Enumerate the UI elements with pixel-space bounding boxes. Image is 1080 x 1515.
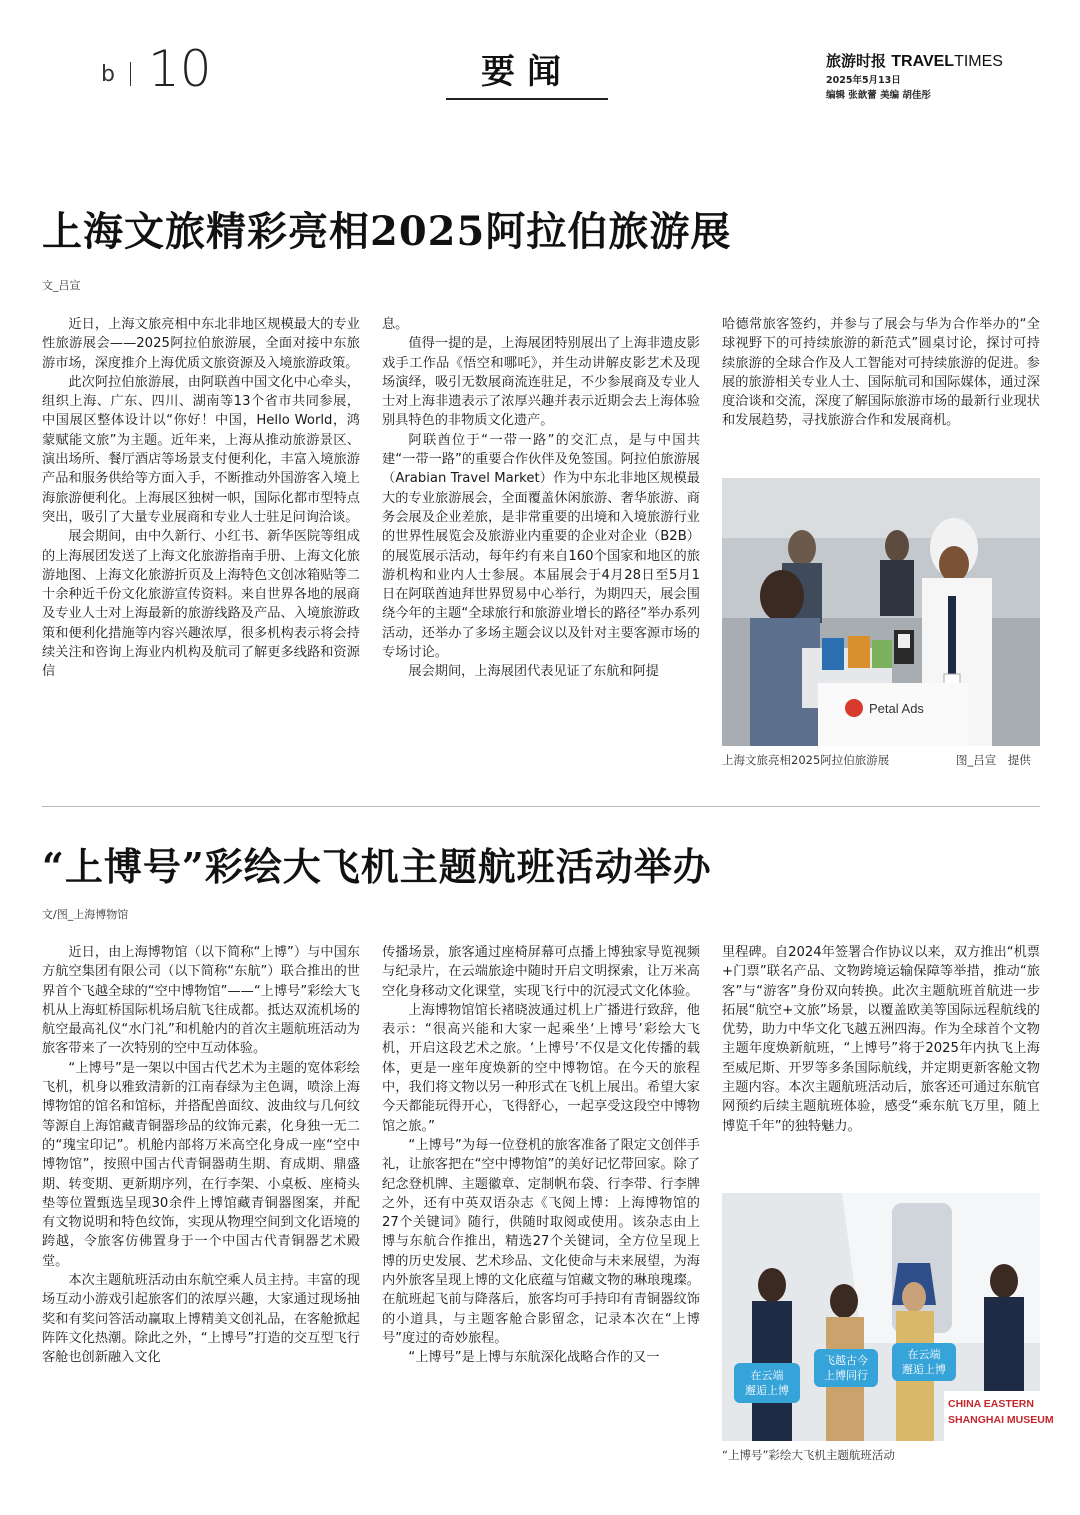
- article2-paragraph: 本次主题航班活动由东航空乘人员主持。丰富的现场互动小游戏引起旅客们的浓厚兴趣，大家通过现场抽奖和有奖问答活动赢取上博精美文创礼品，在客舱掀起阵阵文化热潮。除此之外，“上博号”打造的交互型飞行客舱也创新融入文化: [42, 1273, 360, 1366]
- article2-paragraph-continued: 传播场景，旅客通过座椅屏幕可点播上博独家导览视频与纪录片，在云端旅途中随时开启文明探索，让万米高空化身移动文化课堂，实现飞行中的沉浸式文化体验。: [382, 945, 700, 999]
- article1-paragraph: 阿联酋位于“一带一路”的交汇点，是与中国共建“一带一路”的重要合作伙伴及免签国。阿拉伯旅游展（Arabian Travel Market）作为中东北非地区规模最大的专业旅游展会，全面覆盖休闲旅游、奢华旅游、商务会展及企业差旅，是非常重要的出境和入境旅游行业的世界性展览会及旅游业内重要的企业对企业（B2B）的展览展示活动，每年约有来自160个国家和地区的旅游机构和业内人士参展。本届展会于4月28日至5月1日在阿联酋迪拜世界贸易中心举行，为期四天，展会围绕今年的主题“全球旅行和旅游业增长的路径”举办系列活动，还举办了多场主题会议以及针对主要客源市场的专场讨论。: [382, 432, 700, 661]
- article2-paragraph: “上博号”是上博与东航深化战略合作的又一: [408, 1350, 660, 1366]
- article1-headline: 上海文旅精彩亮相2025阿拉伯旅游展: [42, 208, 732, 255]
- article1-column-1: [42, 315, 360, 682]
- section-underline: [446, 98, 608, 100]
- article1-paragraph: 此次阿拉伯旅游展，由阿联酋中国文化中心牵头，组织上海、广东、四川、湖南等13个省市共同参展，中国展区整体设计以“你好！中国，Hello World，鸿蒙赋能文旅”为主题。近年来，上海从推动旅游景区、演出场所、餐厅酒店等场景支付便利化，丰富入境旅游产品和服务供给等方面入手，不断推动外国游客入境上海旅游便利化。上海展区独树一帜，国际化都市型特点突出，吸引了大量专业展商和专业人士驻足问询洽谈。: [42, 374, 360, 525]
- article1-column-3: [722, 315, 1040, 431]
- masthead-en-bold: TRAVEL: [891, 53, 955, 70]
- article2-column-2: [382, 943, 700, 1368]
- article2-column-3: [722, 943, 1040, 1136]
- article-divider: [42, 806, 1040, 807]
- page-number-divider: [130, 62, 131, 86]
- prop-sign-text: 邂逅上博: [745, 1384, 789, 1397]
- article2-paragraph: 上海博物馆馆长褚晓波通过机上广播进行致辞，他表示：“很高兴能和大家一起乘坐‘上博号’彩绘大飞机，开启这段艺术之旅。‘上博号’不仅是文化传播的载体，更是一座年度焕新的空中博物馆。在今天的旅程中，我们将文物以另一种形式在飞机上展出。希望大家今天都能玩得开心，飞得舒心，一起享受这段空中博物馆之旅。”: [382, 1002, 700, 1134]
- article1-photo-caption: 上海文旅亮相2025阿拉伯旅游展: [722, 753, 890, 767]
- article1-paragraph: 展会期间，由中久新行、小红书、新华医院等组成的上海展团发送了上海文化旅游指南手册、上海文化旅游地图、上海文化旅游折页及上海特色文创冰箱贴等二十余种近千份文化旅游宣传资料。来自世界各地的展商及专业人士对上海最新的旅游线路及产品、入境旅游政策和便利化措施等内容兴趣浓厚，很多机构表示将会持续关注和咨询上海业内机构及航司了解更多线路和资源信: [42, 529, 360, 680]
- prop-sign-text: 飞越古今: [824, 1354, 868, 1367]
- article1-photo: [722, 478, 1040, 746]
- article2-column-1: [42, 943, 360, 1368]
- article1-photo-credit: 图_吕宣 提供: [956, 753, 1031, 767]
- article2-paragraph: “上博号”为每一位登机的旅客准备了限定文创伴手礼，让旅客把在“空中博物馆”的美好记忆带回家。除了纪念登机牌、主题徽章、定制帆布袋、行李带、行李牌之外，还有中英双语杂志《飞阅上博：上海博物馆的27个关键词》随行，供随时取阅或使用。该杂志由上博与东航合作推出，精选27个关键词，全方位呈现上博的历史发展、艺术珍品、文化使命与未来展望，为海内外旅客呈现上博的文化底蕴与馆藏文物的琳琅瑰璨。在航班起飞前与降落后，旅客均可手持印有青铜器纹饰的小道具，与主题客舱合影留念，记录本次在“上博号”度过的奇妙旅程。: [382, 1137, 700, 1346]
- article1-paragraph: 展会期间，上海展团代表见证了东航和阿提: [408, 664, 659, 680]
- article2-photo-caption: “上博号”彩绘大飞机主题航班活动: [722, 1448, 895, 1462]
- prop-sign-text: 上博同行: [824, 1369, 868, 1382]
- masthead-en: [891, 53, 1003, 70]
- editors-line: 编辑 张歆蕾 美编 胡佳彤: [826, 90, 931, 101]
- masthead-en-light: TIMES: [954, 53, 1003, 70]
- flight-event-illustration: [722, 1193, 1054, 1441]
- masthead-cn: 旅游时报: [826, 52, 887, 70]
- article1-paragraph-continued: 哈德常旅客签约，并参与了展会与华为合作举办的“全球视野下的可持续旅游的新范式”圆桌讨论，探讨可持续旅游的全球合作及人工智能对可持续旅游的促进。参展的旅游相关专业人士、国际航司和国际媒体，通过深度洽谈和交流，深度了解国际旅游市场的最新行业现状和发展趋势，寻找旅游合作和发展商机。: [722, 317, 1040, 429]
- article2-paragraph: 近日，由上海博物馆（以下简称“上博”）与中国东方航空集团有限公司（以下简称“东航”）联合推出的世界首个飞越全球的“空中博物馆”——“上博号”彩绘大飞机从上海虹桥国际机场启航飞往成都。抵达双流机场的航空最高礼仪“水门礼”和机舱内的首次主题航班活动为旅客带来了一次特别的空中互动体验。: [42, 945, 360, 1057]
- booth-sign-text: Petal Ads: [869, 701, 924, 716]
- expo-scene-illustration: [722, 478, 1040, 746]
- masthead: [826, 50, 1003, 71]
- article2-headline: “上博号”彩绘大飞机主题航班活动举办: [42, 844, 712, 889]
- article1-paragraph: 值得一提的是，上海展团特别展出了上海非遗皮影戏手工作品《悟空和哪吒》，并生动讲解皮影艺术及现场演绎，吸引无数展商流连驻足，不少参展商及专业人士对上海非遗表示了浓厚兴趣并表示近期会去上海体验别具特色的非物质文化遗产。: [382, 336, 700, 429]
- prop-sign-text: 在云端: [907, 1348, 941, 1361]
- article1-column-2: [382, 315, 700, 682]
- article2-paragraph-continued: 里程碑。自2024年签署合作协议以来，双方推出“机票+门票”联名产品、文物跨境运输保障等举措，推动“旅客”与“游客”身份双向转换。此次主题航班首航进一步拓展“航空+文旅”场景，以覆盖欧美等国际远程航线的优势，助力中华文化飞越五洲四海。作为全球首个文物主题年度焕新航班，“上博号”将于2025年内执飞上海至威尼斯、开罗等多条国际航线，并定期更新客舱文物主题内容。本次主题航班活动后，旅客还可通过东航官网预约后续主题航班体验，感受“乘东航飞万里，随上博览千年”的独特魅力。: [722, 945, 1040, 1134]
- prop-sign-text: 邂逅上博: [902, 1363, 946, 1376]
- issue-date: 2025年5月13日: [826, 75, 901, 86]
- page-number: 10: [148, 40, 212, 98]
- page-letter: b: [101, 62, 115, 87]
- section-title: 要闻: [481, 52, 573, 92]
- prop-sign-text: CHINA EASTERN: [948, 1398, 1034, 1410]
- article1-byline: 文_吕宣: [42, 279, 81, 292]
- article1-paragraph-continued: 息。: [382, 317, 409, 332]
- article2-photo: [722, 1193, 1054, 1441]
- prop-sign-text: 在云端: [750, 1369, 784, 1382]
- article1-paragraph: 近日，上海文旅亮相中东北非地区规模最大的专业性旅游展会——2025阿拉伯旅游展，全面对接中东旅游市场，深度推介上海优质文旅资源及入境旅游政策。: [42, 317, 360, 371]
- prop-sign-text: SHANGHAI MUSEUM: [948, 1414, 1054, 1426]
- article2-paragraph: “上博号”是一架以中国古代艺术为主题的宽体彩绘飞机，机身以雅致清新的江南春绿为主色调，喷涂上海博物馆的馆名和馆标，并搭配兽面纹、波曲纹与几何纹等源自上海馆藏青铜器珍品的纹饰元素，化身独一无二的“瑰宝印记”。机舱内部将万米高空化身成一座“空中博物馆”，按照中国古代青铜器萌生期、育成期、鼎盛期、转变期、更新期序列，在行李架、小桌板、座椅头垫等位置甄选呈现30余件上博馆藏青铜器图案，并配有文物说明和特色纹饰，实现从物理空间到文化语境的跨越，令旅客仿佛置身于一个中国古代青铜器艺术殿堂。: [42, 1060, 360, 1269]
- article2-byline: 文/图_上海博物馆: [42, 908, 129, 921]
